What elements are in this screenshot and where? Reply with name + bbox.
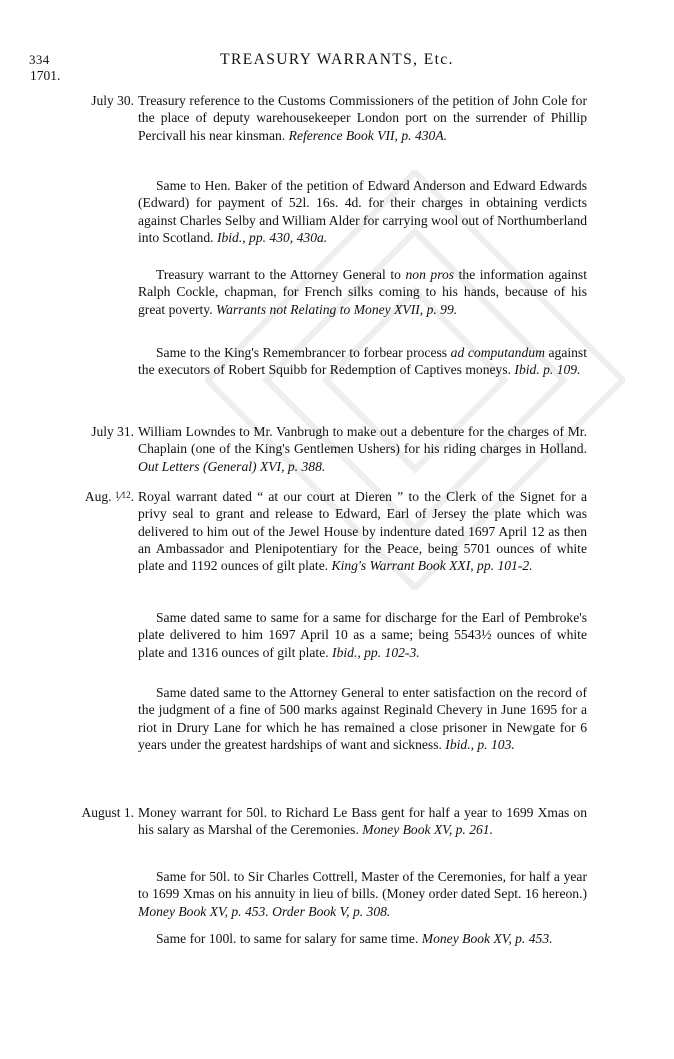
entry-ref: Ibid., p. 103.: [445, 736, 515, 752]
entry-ref: Money Book XV, p. 453.: [421, 931, 553, 946]
entry-text: Treasury reference to the Customs Commissioners of the petition of John Cole for the place of deputy warehousekeeper London port on the surrender of Phillip Percivall his near kinsman. Reference Book VII, p. 430A.: [138, 93, 587, 143]
entry-date: July 31.: [91, 424, 134, 439]
running-title: TREASURY WARRANTS, Etc.: [220, 51, 454, 68]
entry-text: Same for 100l. to same for salary for same time. Money Book XV, p. 453.: [156, 931, 553, 946]
entry-text: William Lowndes to Mr. Vanbrugh to make out a debenture for the charges of Mr. Chaplain (one of the King's Gentlemen Ushers) for his riding charges in Holland. Out Letters (General) XVI, p. 388.: [138, 424, 587, 474]
entry-date: August 1.: [81, 805, 134, 820]
year-label: 1701.: [30, 68, 61, 83]
entry-ref: Out Letters (General) XVI, p. 388.: [138, 458, 326, 474]
entry-ref: Money Book XV, p. 261.: [362, 822, 493, 838]
entry-ref: Warrants not Relating to Money XVII, p. 99.: [216, 301, 458, 317]
entry-text: Royal warrant dated “ at our court at Dieren ” to the Clerk of the Signet for a privy seal to grant and release to Edward, Earl of Jersey the plate which was delivered to him out of the Jewel House by indenture dated 1697 April 12 as then an Ambassador and Plenipotentiary for the Peace, being 5701 ounces of white plate and 1192 ounces of gilt plate. King's Warrant Book XXI, pp. 101-2.: [138, 489, 587, 574]
entry-text: Money warrant for 50l. to Richard Le Bass gent for half a year to 1699 Xmas on his salary as Marshal of the Ceremonies. Money Book XV, p. 261.: [138, 805, 587, 838]
entry-text: Same for 50l. to Sir Charles Cottrell, Master of the Ceremonies, for half a year to 1699 Xmas on his annuity in lieu of bills. (Money order dated Sept. 16 hereon.) Money Book XV, p. 453. Order Book V, p. 308.: [138, 869, 587, 919]
entry-text: Same dated same to same for a same for discharge for the Earl of Pembroke's plate delivered to him 1697 April 10 as a same; being 5543½ ounces of white plate and 1316 ounces of gilt plate. Ibid., pp. 102-3.: [138, 610, 587, 660]
entry-date: July 30.: [91, 93, 134, 108]
entry-text: Same to the King's Remembrancer to forbear process ad computandum against the executors of Robert Squibb for Redemption of Captives moneys. Ibid. p. 109.: [138, 345, 587, 378]
entry-ref: Reference Book VII, p. 430A.: [288, 127, 448, 143]
entry-date: Aug. $^1$⁄$^{12}$.: [84, 489, 134, 504]
entry-ref: Ibid., pp. 430, 430a.: [216, 229, 328, 245]
entry-ref: Money Book XV, p. 453. Order Book V, p. 308.: [138, 903, 391, 919]
entry-ref: Ibid. p. 109.: [514, 362, 581, 378]
entry-text: Same to Hen. Baker of the petition of Edward Anderson and Edward Edwards (Edward) for payment of 52l. 16s. 4d. for their charges in obtaining verdicts against Charles Selby and William Alder for carrying wool out of Northumberland into Scotland. Ibid., pp. 430, 430a.: [138, 178, 587, 245]
entry-text: Treasury warrant to the Attorney General to non pros the information against Ralph Cockle, chapman, for French silks coming to his hands, because of his great poverty. Warrants not Relating to Money XVII, p. 99.: [138, 267, 587, 317]
page-number: 334: [29, 52, 50, 67]
entry-ref: King's Warrant Book XXI, pp. 101-2.: [331, 558, 533, 574]
entry-ref: Ibid., pp. 102-3.: [332, 644, 420, 660]
entry-text: Same dated same to the Attorney General to enter satisfaction on the record of the judgment of a fine of 500 marks against Reginald Chevery in June 1695 for a riot in Drury Lane for which he has remained a close prisoner in Newgate for 6 years under the greatest hardships of want and sickness. Ibid., p. 103.: [138, 685, 587, 752]
